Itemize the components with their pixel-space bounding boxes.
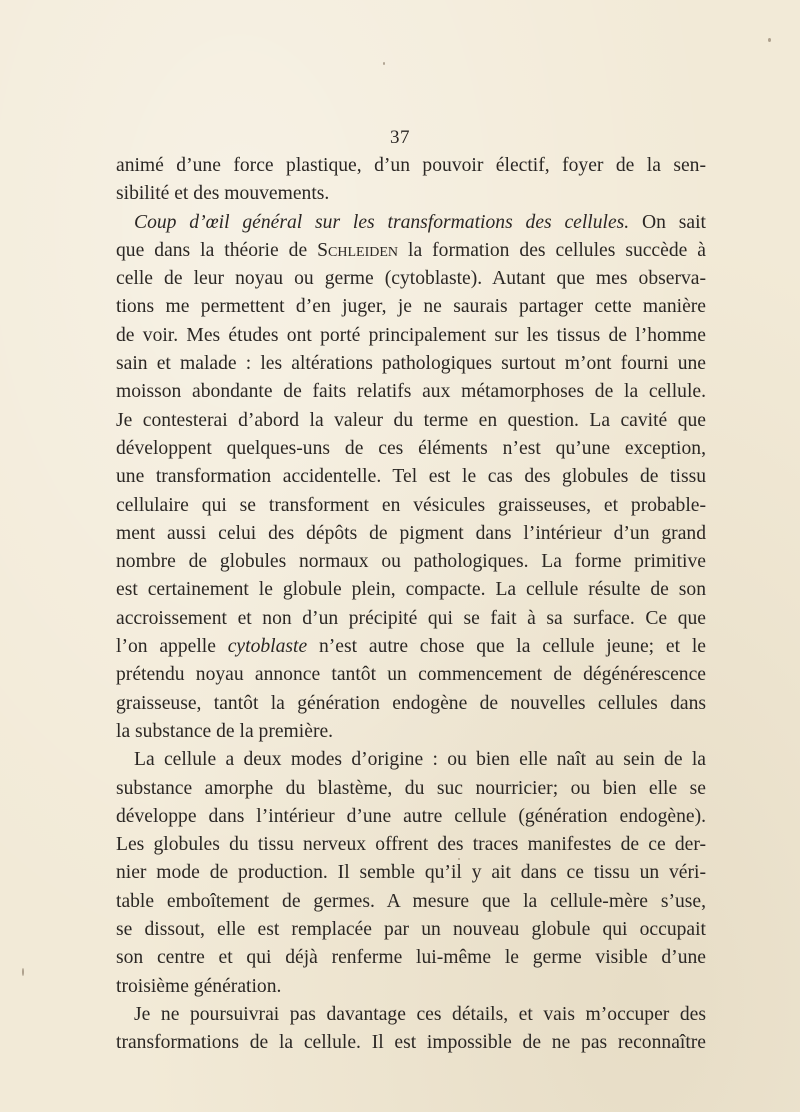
text-segment: son centre et qui déjà renferme lui-même le germe visible d’une: [116, 947, 706, 969]
text-segment: La cellule a deux modes d’origine : ou bien elle naît au sein de la: [134, 749, 706, 771]
text-segment: une transformation accidentelle. Tel est le cas des globules de tissu: [116, 466, 706, 488]
text-segment: ment aussi celui des dépôts de pigment dans l’intérieur d’un grand: [116, 522, 706, 544]
text-line: [116, 633, 706, 661]
text-line: [116, 831, 706, 859]
text-line: [116, 576, 706, 604]
text-line: [116, 690, 706, 718]
text-line: [116, 492, 706, 520]
text-segment: moisson abondante de faits relatifs aux métamorphoses de la cellule.: [116, 381, 706, 403]
text-line: [116, 209, 706, 237]
text-segment: cellulaire qui se transforment en vésicules graisseuses, et probable-: [116, 494, 706, 516]
text-line: [116, 661, 706, 689]
text-line: [116, 859, 706, 887]
text-segment: accroissement et non d’un précipité qui se fait à sa surface. Ce que: [116, 607, 706, 629]
text-segment-smallcaps: Schleiden: [317, 239, 399, 261]
text-segment: la formation des cellules succède à: [398, 239, 707, 261]
text-segment: substance amorphe du blastème, du suc nourricier; ou bien elle se: [116, 777, 706, 799]
paper-speck: [22, 968, 24, 976]
text-line: [116, 916, 706, 944]
text-line: [116, 407, 706, 435]
text-line: [116, 1001, 706, 1029]
text-segment: nombre de globules normaux ou pathologiques. La forme primitive: [116, 551, 706, 573]
text-segment: animé d’une force plastique, d’un pouvoir électif, foyer de la sen-: [116, 155, 706, 176]
text-line: [116, 803, 706, 831]
text-segment: que dans la théorie de: [116, 239, 318, 261]
paper-speck: [768, 38, 771, 42]
text-line: [116, 718, 706, 746]
text-line: [116, 152, 706, 180]
text-line: [116, 237, 706, 265]
text-segment: graisseuse, tantôt la génération endogène de nouvelles cellules dans: [116, 692, 706, 714]
text-segment: sain et malade : les altérations pathologiques surtout m’ont fourni une: [116, 353, 706, 375]
text-line: [116, 322, 706, 350]
text-line: [116, 350, 706, 378]
text-line: [116, 435, 706, 463]
text-line: [116, 520, 706, 548]
text-segment: celle de leur noyau ou germe (cytoblaste). Autant que mes observa-: [116, 268, 706, 290]
text-line: [116, 548, 706, 576]
text-segment: de voir. Mes études ont porté principalement sur les tissus de l’homme: [116, 324, 706, 346]
text-line: [116, 944, 706, 972]
text-segment: Je contesterai d’abord la valeur du terme en question. La cavité que: [116, 409, 706, 431]
text-segment: troisième génération.: [116, 975, 282, 997]
paper-speck: [458, 858, 460, 860]
text-segment: prétendu noyau annonce tantôt un commencement de dégénérescence: [116, 664, 706, 686]
text-segment: transformations de la cellule. Il est impossible de ne pas reconnaître: [116, 1032, 706, 1054]
text-segment: Je ne poursuivrai pas davantage ces détails, et vais m’occuper des: [134, 1003, 706, 1025]
text-segment: tions me permettent d’en juger, je ne saurais partager cette manière: [116, 296, 706, 318]
text-line: [116, 378, 706, 406]
text-line: [116, 1029, 706, 1057]
text-segment: nier mode de production. Il semble qu’il y ait dans ce tissu un véri-: [116, 862, 706, 884]
text-segment: sibilité et des mouvements.: [116, 183, 330, 205]
text-segment: n’est autre chose que la cellule jeune; et le: [307, 636, 706, 658]
text-segment-italic: Coup d’œil général sur les transformations des cellules.: [134, 211, 630, 233]
text-line: [116, 265, 706, 293]
text-line: [116, 888, 706, 916]
text-segment-italic: cytoblaste: [227, 636, 308, 658]
text-line: [116, 973, 706, 1001]
text-line: [116, 180, 706, 208]
text-segment: est certainement le globule plein, compacte. La cellule résulte de son: [116, 579, 706, 601]
text-segment: Les globules du tissu nerveux offrent des traces manifestes de ce der-: [116, 834, 706, 856]
text-segment: développent quelques-uns de ces éléments n’est qu’une exception,: [116, 437, 706, 459]
page-number: 37: [390, 127, 410, 148]
text-line: [116, 746, 706, 774]
text-segment: développe dans l’intérieur d’une autre cellule (génération endogène).: [116, 805, 706, 827]
text-segment: se dissout, elle est remplacée par un nouveau globule qui occupait: [116, 919, 706, 941]
text-segment: table emboîtement de germes. A mesure que la cellule-mère s’use,: [116, 890, 706, 912]
text-line: [116, 463, 706, 491]
paper-speck: [383, 62, 385, 65]
text-line: [116, 775, 706, 803]
text-line: [116, 605, 706, 633]
text-segment: On sait: [629, 211, 706, 233]
text-segment: la substance de la première.: [116, 720, 334, 742]
text-segment: l’on appelle: [116, 636, 228, 658]
body-text: [116, 152, 706, 1058]
text-line: [116, 293, 706, 321]
